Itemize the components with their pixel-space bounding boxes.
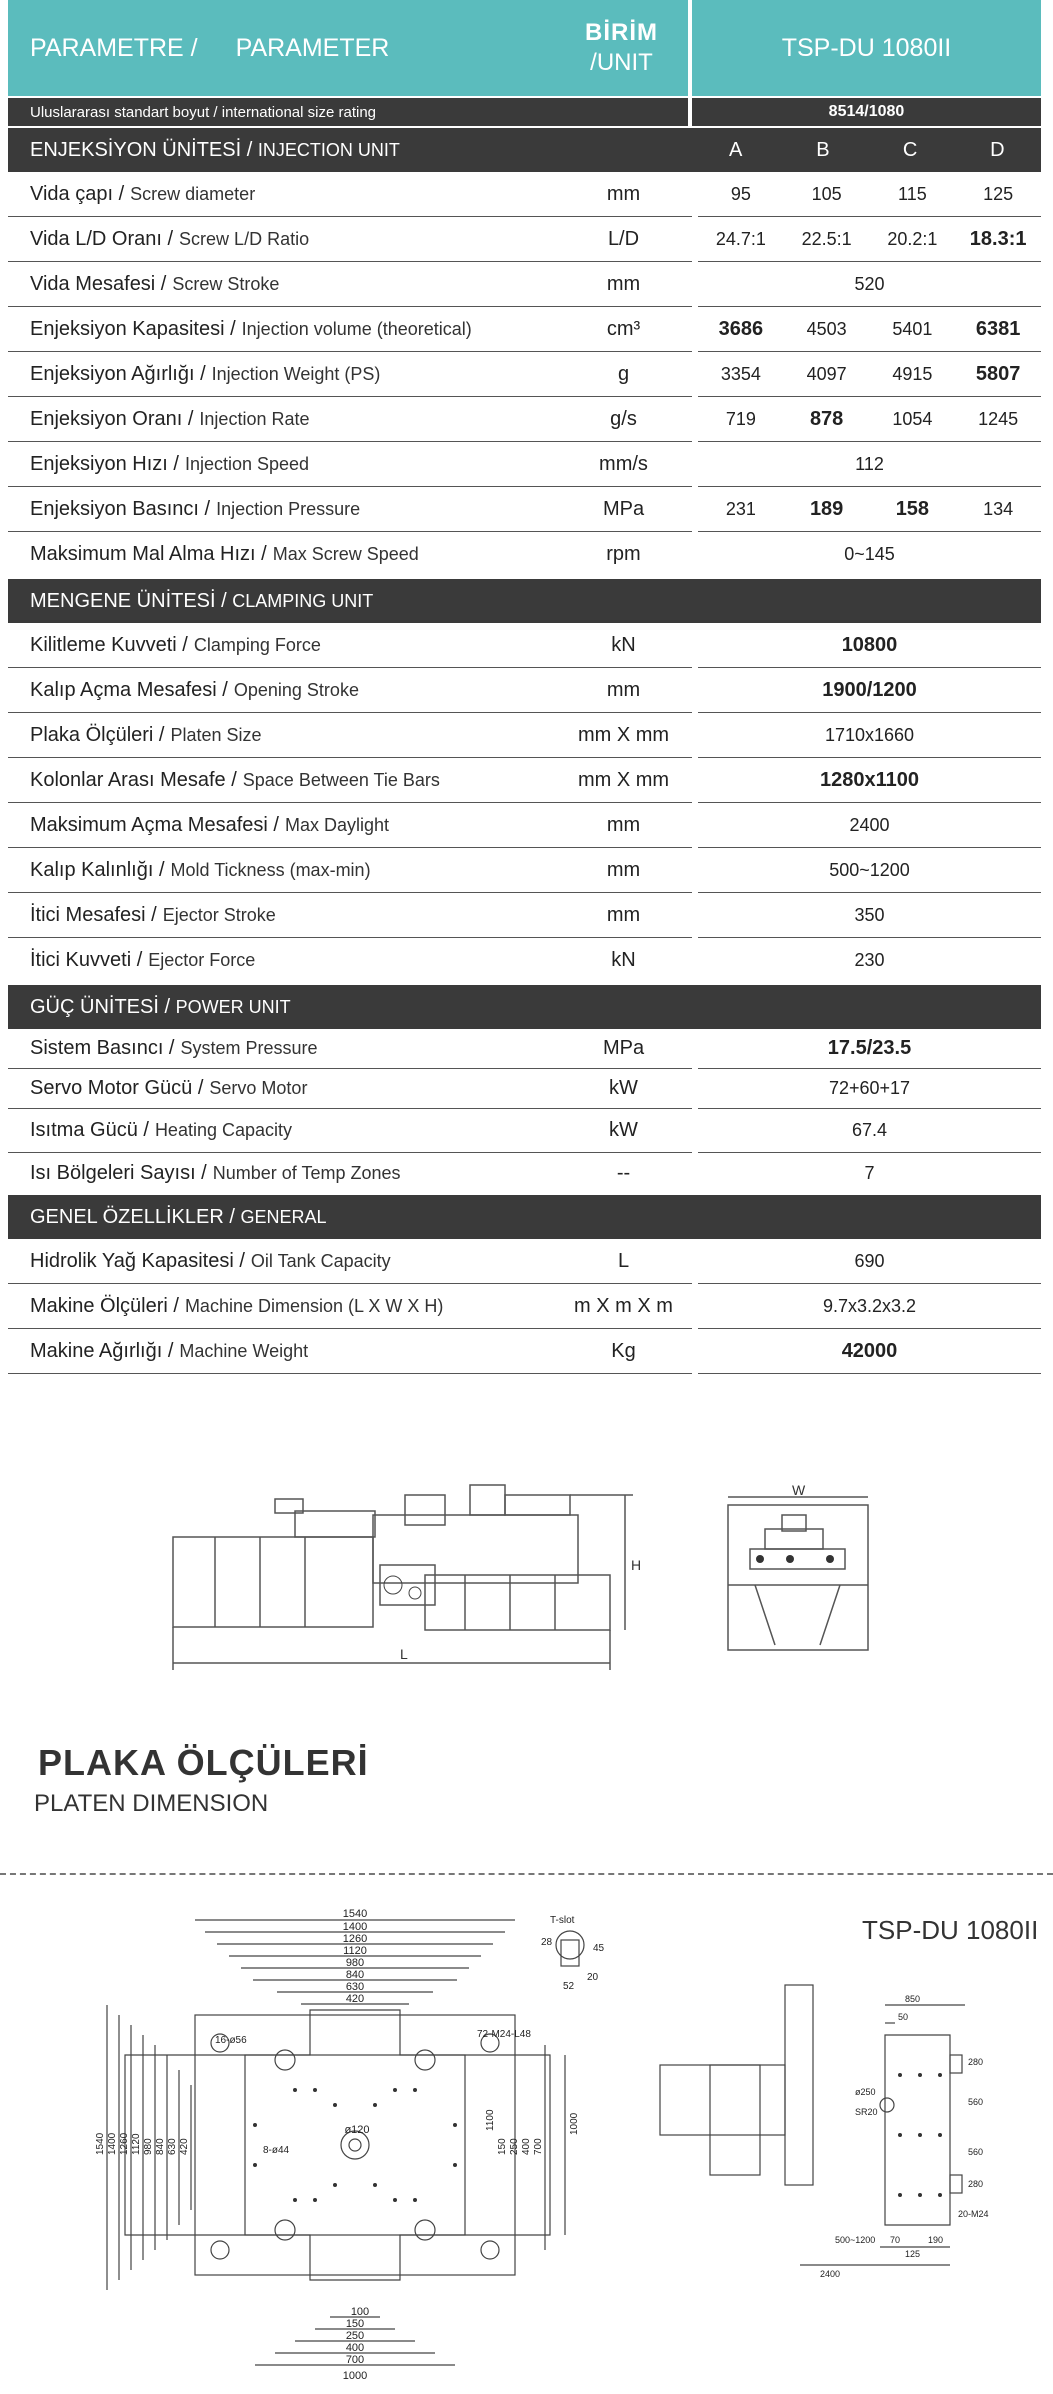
dim-left-1: 1400 bbox=[107, 2132, 118, 2155]
row-label-tr: Servo Motor Gücü / bbox=[30, 1077, 204, 1099]
row-label-en: Max Daylight bbox=[284, 814, 389, 835]
side-dim-4: 560 bbox=[968, 2147, 984, 2157]
row-label-tr: Enjeksiyon Hızı / bbox=[30, 452, 179, 475]
value-c: 1054 bbox=[892, 408, 933, 429]
row-unit: mm bbox=[555, 803, 692, 848]
dim-left-4: 980 bbox=[143, 2138, 154, 2155]
row-label-en: Space Between Tie Bars bbox=[242, 769, 440, 790]
section-divider bbox=[0, 1873, 1053, 1875]
side-dim-3: 560 bbox=[968, 2097, 984, 2107]
value-b: 105 bbox=[811, 183, 842, 204]
value-c: 5401 bbox=[892, 318, 933, 339]
row-label-tr: Enjeksiyon Kapasitesi / bbox=[30, 317, 236, 340]
row-label-en: Ejector Stroke bbox=[162, 904, 276, 925]
platen-front-drawing bbox=[95, 1905, 635, 2380]
row-unit: mm bbox=[555, 172, 692, 217]
column-b: B bbox=[816, 138, 830, 161]
table-row bbox=[8, 803, 1041, 848]
dim-left-6: 630 bbox=[167, 2138, 178, 2155]
dim-bottom-3: 400 bbox=[345, 2342, 365, 2354]
dim-right-1: 1100 bbox=[485, 2109, 496, 2131]
section-title-tr: GENEL ÖZELLİKLER / bbox=[30, 1205, 235, 1228]
row-unit: kW bbox=[555, 1109, 692, 1153]
row-unit: Kg bbox=[555, 1329, 692, 1374]
column-c: C bbox=[902, 138, 918, 161]
row-unit: L bbox=[555, 1239, 692, 1284]
row-value: 9.7x3.2x3.2 bbox=[822, 1295, 917, 1316]
value-d: 6381 bbox=[975, 317, 1021, 340]
row-label-tr: Kalıp Kalınlığı / bbox=[30, 858, 165, 881]
tslot-label: T-slot bbox=[550, 1915, 575, 1926]
row-value: 42000 bbox=[841, 1339, 898, 1362]
row-unit: MPa bbox=[555, 1029, 692, 1069]
side-dim-6: ø250 bbox=[855, 2087, 876, 2097]
value-d: 18.3:1 bbox=[969, 227, 1027, 250]
dim-bottom-0: 100 bbox=[350, 2306, 370, 2318]
width-label: W bbox=[792, 1485, 806, 1498]
row-value: 72+60+17 bbox=[828, 1078, 911, 1098]
dim-top-5: 840 bbox=[345, 1969, 365, 1981]
dim-left-3: 1120 bbox=[131, 2133, 142, 2155]
row-value: 520 bbox=[854, 273, 885, 294]
dim-top-1: 1400 bbox=[342, 1921, 368, 1933]
row-label-en: Screw Stroke bbox=[172, 273, 280, 294]
tslot-dim-0: 28 bbox=[541, 1937, 553, 1948]
row-label-tr: Isı Bölgeleri Sayısı / bbox=[30, 1161, 207, 1184]
dim-left-0: 1540 bbox=[95, 2132, 106, 2155]
row-label-tr: İtici Kuvveti / bbox=[30, 949, 143, 971]
row-unit: rpm bbox=[606, 543, 641, 565]
row-label-en: System Pressure bbox=[180, 1038, 318, 1058]
row-unit: cm³ bbox=[555, 307, 692, 352]
table-row bbox=[8, 397, 1041, 442]
row-value: 350 bbox=[854, 904, 885, 925]
row-label-en: Injection Rate bbox=[199, 408, 310, 429]
size-rating-value: 8514/1080 bbox=[828, 103, 905, 120]
tslot-dim-2: 20 bbox=[587, 1972, 599, 1983]
row-value: 500~1200 bbox=[829, 859, 910, 880]
value-a: 95 bbox=[730, 183, 751, 204]
row-label-tr: Makine Ağırlığı / bbox=[30, 1339, 174, 1362]
table-row bbox=[8, 758, 1041, 803]
row-label-en: Clamping Force bbox=[193, 634, 321, 655]
row-unit: kW bbox=[555, 1069, 692, 1109]
section-title-tr: GÜÇ ÜNİTESİ / bbox=[30, 995, 171, 1018]
row-value: 2400 bbox=[849, 814, 890, 835]
value-a: 719 bbox=[725, 408, 756, 429]
value-c: 158 bbox=[895, 497, 930, 520]
table-row bbox=[8, 1069, 1041, 1109]
dim-bottom-2: 250 bbox=[345, 2330, 365, 2342]
table-row bbox=[8, 532, 1041, 577]
header-model: TSP-DU 1080II bbox=[781, 33, 952, 62]
row-label-tr: Isıtma Gücü / bbox=[30, 1119, 149, 1141]
row-value: 1280x1100 bbox=[819, 768, 919, 791]
side-dim-0: 850 bbox=[905, 1994, 921, 2004]
row-label-tr: Plaka Ölçüleri / bbox=[30, 723, 165, 746]
table-row bbox=[8, 217, 1041, 262]
platen-model: TSP-DU 1080II bbox=[862, 1915, 1039, 1945]
row-label-tr: Enjeksiyon Oranı / bbox=[30, 407, 194, 430]
header-param-tr: PARAMETRE / bbox=[30, 33, 198, 62]
row-unit: L/D bbox=[555, 217, 692, 262]
table-row bbox=[8, 442, 1041, 487]
value-b: 878 bbox=[809, 407, 844, 430]
side-dim-11: 70 bbox=[890, 2235, 901, 2245]
row-label-tr: Maksimum Açma Mesafesi / bbox=[30, 813, 279, 836]
machine-front-view-drawing bbox=[720, 1485, 875, 1655]
row-label-en: Injection Pressure bbox=[216, 498, 361, 519]
side-dim-7: SR20 bbox=[855, 2107, 878, 2117]
row-label-en: Injection Speed bbox=[184, 453, 310, 474]
row-label-tr: Kalıp Açma Mesafesi / bbox=[30, 678, 228, 701]
side-dim-5: 280 bbox=[968, 2179, 984, 2189]
dim-bottom-1: 150 bbox=[345, 2318, 365, 2330]
section-injection bbox=[8, 126, 1041, 172]
screw-columns bbox=[692, 139, 1041, 162]
row-value: 17.5/23.5 bbox=[827, 1037, 912, 1059]
column-a: A bbox=[728, 138, 743, 161]
center-hole-label: ø120 bbox=[344, 2124, 370, 2136]
row-unit: -- bbox=[616, 1161, 631, 1184]
table-row bbox=[8, 893, 1041, 938]
row-label-en: Platen Size bbox=[170, 724, 262, 745]
row-label-en: Servo Motor bbox=[209, 1078, 308, 1098]
row-unit: kN bbox=[555, 623, 692, 668]
row-unit: mm X mm bbox=[555, 758, 692, 803]
table-row bbox=[8, 262, 1041, 307]
row-label-en: Screw L/D Ratio bbox=[179, 228, 310, 249]
table-row bbox=[8, 668, 1041, 713]
row-label-tr: Sistem Basıncı / bbox=[30, 1037, 175, 1059]
row-label-en: Oil Tank Capacity bbox=[250, 1250, 391, 1271]
header-param-en: PARAMETER bbox=[235, 33, 390, 62]
row-label-tr: Makine Ölçüleri / bbox=[30, 1294, 179, 1317]
value-b: 189 bbox=[809, 497, 844, 520]
table-row bbox=[8, 848, 1041, 893]
row-value: 10800 bbox=[841, 633, 898, 656]
table-row bbox=[8, 1153, 1041, 1193]
row-label-en: Heating Capacity bbox=[154, 1120, 293, 1140]
row-unit: mm bbox=[555, 262, 692, 307]
dim-top-6: 630 bbox=[345, 1981, 365, 1993]
dim-left-2: 1260 bbox=[119, 2132, 130, 2155]
dim-left-5: 840 bbox=[155, 2138, 166, 2155]
row-label-en: Injection volume (theoretical) bbox=[241, 318, 472, 339]
dim-top-7: 420 bbox=[345, 1993, 365, 2005]
table-row bbox=[8, 352, 1041, 397]
value-d: 1245 bbox=[978, 408, 1019, 429]
side-dim-9: 500~1200 bbox=[835, 2235, 876, 2245]
value-c: 115 bbox=[898, 183, 927, 204]
dim-top-2: 1260 bbox=[342, 1933, 368, 1945]
row-value: 230 bbox=[854, 950, 885, 970]
row-value: 1900/1200 bbox=[822, 678, 917, 701]
row-label-en: Ejector Force bbox=[148, 950, 256, 970]
value-a: 3686 bbox=[718, 317, 764, 340]
hole-label-3: 8-ø44 bbox=[263, 2145, 290, 2156]
spec-table bbox=[8, 0, 1041, 1374]
row-unit: MPa bbox=[555, 487, 692, 532]
dim-left-7: 420 bbox=[179, 2138, 190, 2155]
height-label: H bbox=[631, 1557, 642, 1573]
row-label-tr: Maksimum Mal Alma Hızı / bbox=[30, 543, 267, 565]
row-unit: kN bbox=[611, 949, 636, 971]
row-unit: mm bbox=[555, 668, 692, 713]
dim-top-0: 1540 bbox=[342, 1908, 368, 1920]
row-unit: mm bbox=[555, 848, 692, 893]
dim-right-0: 1000 bbox=[569, 2112, 580, 2135]
row-label-en: Injection Weight (PS) bbox=[211, 363, 381, 384]
length-label: L bbox=[400, 1646, 408, 1662]
row-label-en: Max Screw Speed bbox=[272, 544, 419, 564]
row-unit: m X m X m bbox=[555, 1284, 692, 1329]
row-label-tr: Enjeksiyon Basıncı / bbox=[30, 497, 211, 520]
size-rating-row bbox=[8, 96, 1041, 126]
table-row bbox=[8, 713, 1041, 758]
hole-label-2: 72-M24-L48 bbox=[477, 2029, 531, 2040]
dim-top-4: 980 bbox=[345, 1957, 365, 1969]
section-title-en: POWER UNIT bbox=[175, 996, 291, 1017]
tslot-dim-1: 45 bbox=[593, 1943, 605, 1954]
dim-right-5: 700 bbox=[533, 2138, 544, 2155]
row-label-tr: Vida çapı / bbox=[30, 182, 125, 205]
row-unit: g bbox=[555, 352, 692, 397]
platen-title: PLAKA ÖLÇÜLERİ bbox=[38, 1742, 369, 1783]
side-dim-1: 50 bbox=[898, 2012, 909, 2022]
row-label-tr: Vida L/D Oranı / bbox=[30, 227, 174, 250]
row-value: 67.4 bbox=[851, 1120, 888, 1140]
row-label-tr: İtici Mesafesi / bbox=[30, 903, 157, 926]
row-unit: mm X mm bbox=[555, 713, 692, 758]
table-row bbox=[8, 487, 1041, 532]
machine-side-view-drawing bbox=[165, 1475, 645, 1675]
value-d: 5807 bbox=[975, 362, 1021, 385]
row-unit: mm/s bbox=[555, 442, 692, 487]
value-b: 22.5:1 bbox=[801, 228, 852, 249]
side-dim-2: 280 bbox=[968, 2057, 984, 2067]
row-value: 0~145 bbox=[844, 544, 895, 564]
dim-right-3: 250 bbox=[509, 2138, 520, 2155]
row-label-en: Opening Stroke bbox=[233, 679, 359, 700]
table-row bbox=[8, 307, 1041, 352]
value-c: 20.2:1 bbox=[887, 228, 938, 249]
side-dim-12: 125 bbox=[905, 2249, 921, 2259]
dim-top-3: 1120 bbox=[343, 1945, 367, 1957]
header-unit-en: /UNIT bbox=[590, 49, 653, 76]
row-label-en: Mold Tickness (max-min) bbox=[170, 859, 371, 880]
row-label-en: Machine Dimension (L X W X H) bbox=[184, 1295, 444, 1316]
value-c: 4915 bbox=[892, 363, 933, 384]
section-power bbox=[8, 983, 1041, 1029]
section-title-en: CLAMPING UNIT bbox=[232, 590, 374, 611]
row-label-tr: Vida Mesafesi / bbox=[30, 272, 167, 295]
value-a: 231 bbox=[725, 498, 756, 519]
value-b: 4503 bbox=[806, 318, 847, 339]
row-unit: g/s bbox=[555, 397, 692, 442]
side-dim-13: 190 bbox=[928, 2235, 944, 2245]
table-row bbox=[8, 1029, 1041, 1069]
row-unit: mm bbox=[555, 893, 692, 938]
section-title-en: INJECTION UNIT bbox=[257, 139, 400, 160]
row-value: 1710x1660 bbox=[824, 724, 915, 745]
value-a: 24.7:1 bbox=[715, 228, 766, 249]
table-row bbox=[8, 623, 1041, 668]
value-d: 125 bbox=[983, 183, 1014, 204]
header-unit-tr: BİRİM bbox=[585, 19, 658, 46]
row-value: 7 bbox=[864, 1162, 875, 1183]
section-title-tr: ENJEKSİYON ÜNİTESİ / bbox=[30, 138, 253, 161]
table-row bbox=[8, 1329, 1041, 1374]
row-label-en: Screw diameter bbox=[130, 183, 256, 204]
table-header bbox=[8, 0, 1041, 96]
side-dim-10: 2400 bbox=[820, 2269, 841, 2279]
value-a: 3354 bbox=[720, 363, 761, 384]
tslot-dim-3: 52 bbox=[563, 1981, 575, 1992]
row-label-en: Number of Temp Zones bbox=[212, 1162, 401, 1183]
section-general bbox=[8, 1193, 1041, 1239]
header-parameter bbox=[8, 0, 555, 96]
row-value: 690 bbox=[854, 1250, 885, 1271]
value-b: 4097 bbox=[806, 363, 847, 384]
row-label-tr: Hidrolik Yağ Kapasitesi / bbox=[30, 1249, 245, 1272]
table-row bbox=[8, 1239, 1041, 1284]
side-dim-8: 20-M24 bbox=[958, 2209, 989, 2219]
table-row bbox=[8, 172, 1041, 217]
dim-right-4: 400 bbox=[521, 2138, 532, 2155]
column-d: D bbox=[990, 138, 1005, 161]
section-title-tr: MENGENE ÜNİTESİ / bbox=[30, 589, 227, 612]
row-label-tr: Kilitleme Kuvveti / bbox=[30, 633, 188, 656]
row-value: 112 bbox=[855, 453, 884, 474]
header-unit bbox=[555, 0, 692, 96]
section-clamping bbox=[8, 577, 1041, 623]
platen-side-drawing bbox=[650, 1975, 1020, 2285]
row-label-tr: Enjeksiyon Ağırlığı / bbox=[30, 362, 206, 385]
table-row bbox=[8, 1109, 1041, 1153]
table-row bbox=[8, 1284, 1041, 1329]
section-title-en: GENERAL bbox=[240, 1206, 327, 1227]
platen-subtitle: PLATEN DIMENSION bbox=[34, 1790, 269, 1817]
dim-right-2: 150 bbox=[497, 2138, 508, 2155]
size-rating-label: Uluslararası standart boyut / international size rating bbox=[8, 98, 692, 126]
table-row bbox=[8, 938, 1041, 983]
value-d: 134 bbox=[983, 498, 1014, 519]
row-label-tr: Kolonlar Arası Mesafe / bbox=[30, 768, 237, 791]
hole-label-1: 16-ø56 bbox=[215, 2035, 247, 2046]
dim-bottom-5: 1000 bbox=[342, 2370, 368, 2380]
dim-bottom-4: 700 bbox=[345, 2354, 365, 2366]
row-label-en: Machine Weight bbox=[179, 1340, 309, 1361]
